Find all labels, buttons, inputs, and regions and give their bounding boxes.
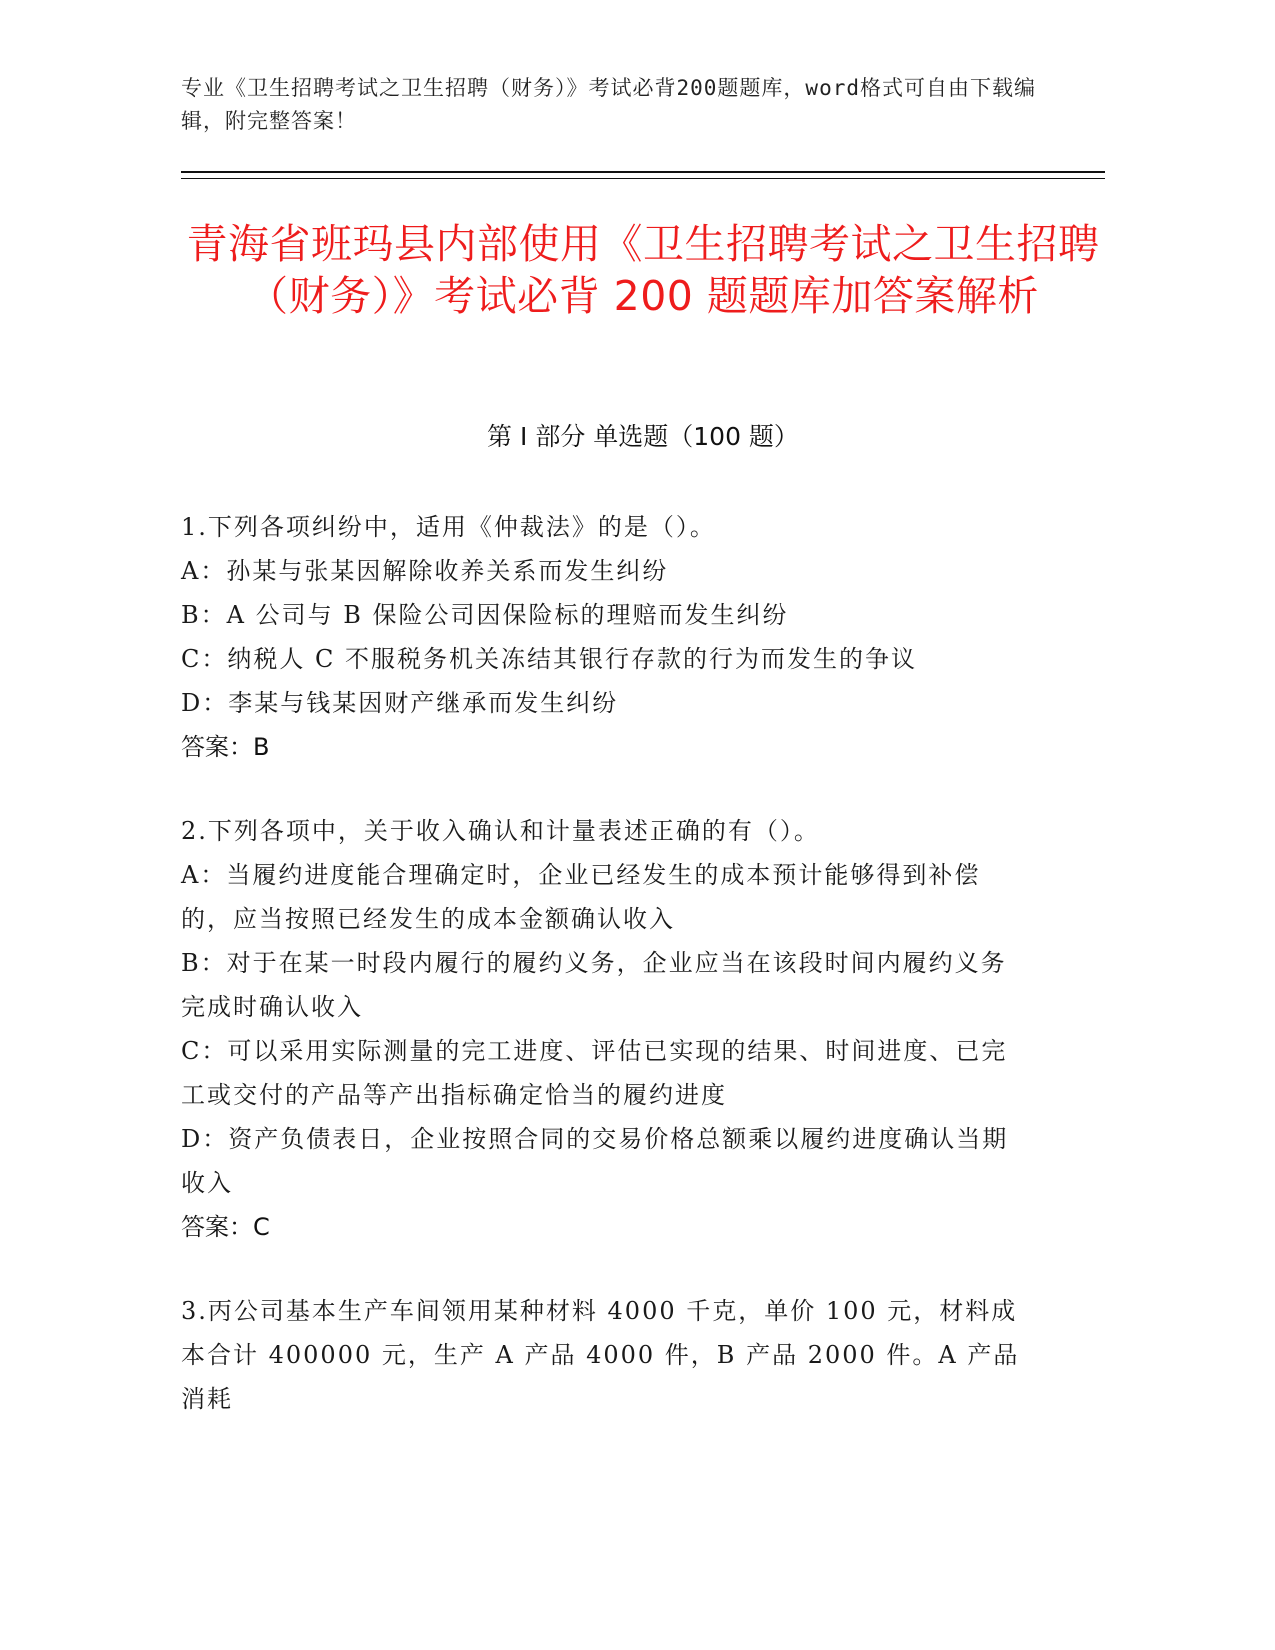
option-b: B：A 公司与 B 保险公司因保险标的理赔而发生纠纷	[181, 601, 789, 629]
answer: 答案：B	[181, 733, 270, 761]
question-stem: 2.下列各项中，关于收入确认和计量表述正确的有（）。	[181, 817, 820, 845]
question-1	[181, 505, 1031, 769]
option-c: C：可以采用实际测量的完工进度、评估已实现的结果、时间进度、已完工或交付的产品等产出指标确定恰当的履约进度	[181, 1037, 1008, 1109]
question-stem: 1.下列各项纠纷中，适用《仲裁法》的是（）。	[181, 513, 716, 541]
question-3	[181, 1289, 1031, 1421]
header-note: 专业《卫生招聘考试之卫生招聘（财务）》考试必背200题题库，word格式可自由下载编辑，附完整答案！	[181, 76, 1036, 133]
option-a: A：孙某与张某因解除收养关系而发生纠纷	[181, 557, 669, 585]
header-divider-thick	[181, 171, 1105, 173]
option-d: D：李某与钱某因财产继承而发生纠纷	[181, 689, 619, 717]
section-title: 第 I 部分 单选题（100 题）	[487, 422, 799, 451]
document-title: 青海省班玛县内部使用《卫生招聘考试之卫生招聘（财务）》考试必背 200 题题库加答案解析	[186, 220, 1100, 320]
question-2	[181, 809, 1031, 1249]
header-divider-thin	[181, 178, 1105, 179]
option-d: D：资产负债表日，企业按照合同的交易价格总额乘以履约进度确认当期收入	[181, 1125, 1009, 1197]
question-list	[181, 505, 1031, 1461]
option-b: B：对于在某一时段内履行的履约义务，企业应当在该段时间内履约义务完成时确认收入	[181, 949, 1007, 1021]
option-c: C：纳税人 C 不服税务机关冻结其银行存款的行为而发生的争议	[181, 645, 917, 673]
option-a: A：当履约进度能合理确定时，企业已经发生的成本预计能够得到补偿的，应当按照已经发生的成本金额确认收入	[181, 861, 981, 933]
question-stem: 3.丙公司基本生产车间领用某种材料 4000 千克，单价 100 元，材料成本合计 400000 元，生产 A 产品 4000 件，B 产品 2000 件。A 产品消耗	[181, 1297, 1020, 1413]
answer: 答案：C	[181, 1213, 270, 1241]
